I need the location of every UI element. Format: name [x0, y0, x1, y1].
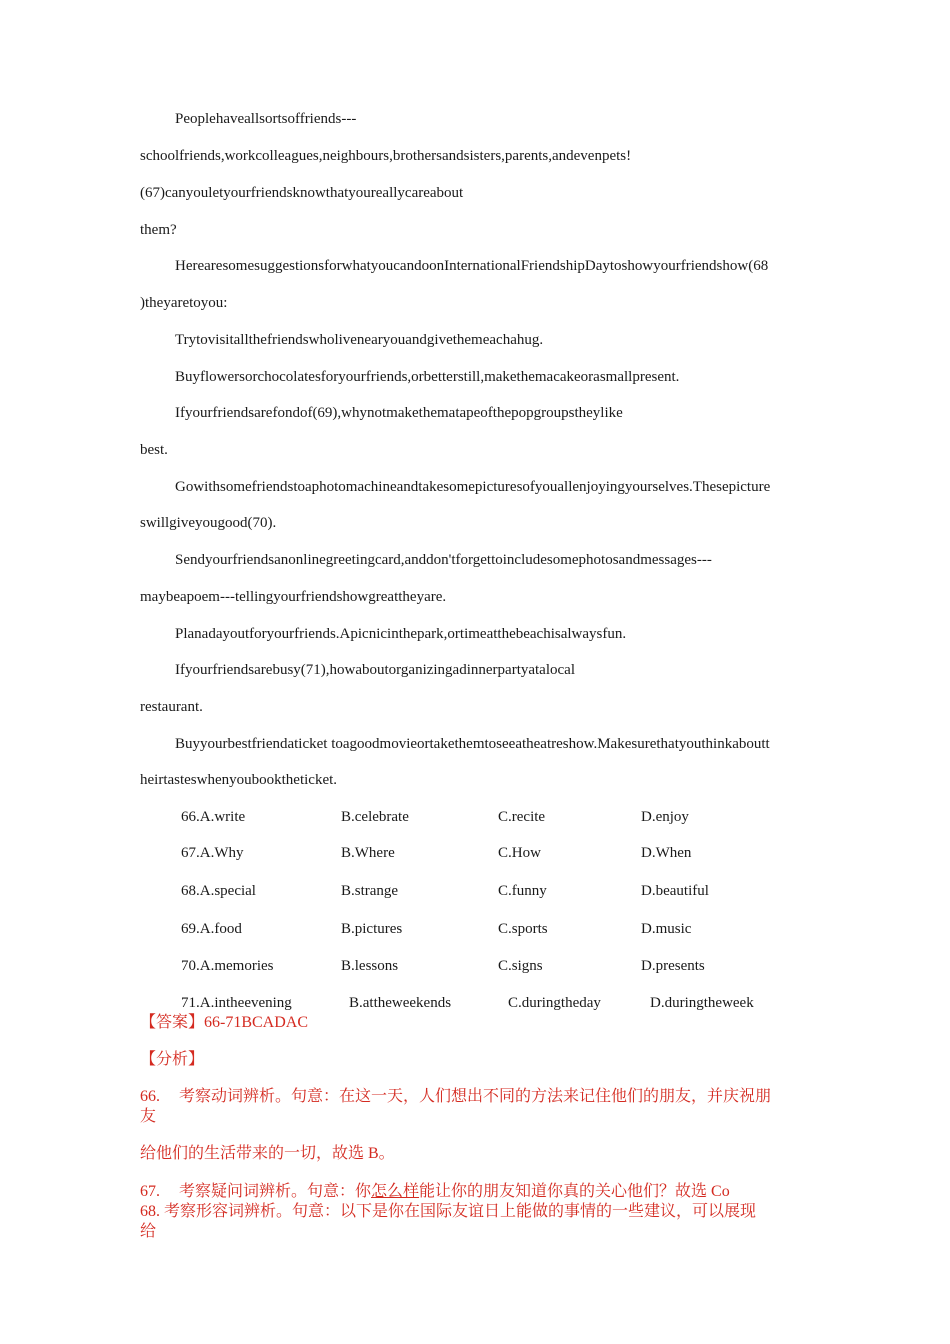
passage-line: best. — [140, 442, 168, 458]
option-a: 71.A.intheevening — [181, 995, 292, 1011]
q68-analysis-wrap: 给 — [140, 1223, 157, 1240]
answer-label: 【答案】66-71BCADAC — [140, 1014, 309, 1031]
passage-line: heirtasteswhenyoubooktheticket. — [140, 772, 338, 788]
passage-line: (67)canyouletyourfriendsknowthatyoureallycareabout — [140, 185, 464, 201]
option-a: 69.A.food — [181, 921, 242, 937]
passage-line: Gowithsomefriendstoaphotomachineandtakesomepicturesofyouallenjoyingyourselves.Thesepicture — [175, 479, 771, 495]
option-b: B.strange — [341, 883, 399, 899]
option-d: D.beautiful — [641, 883, 709, 899]
passage-line: )theyaretoyou: — [140, 295, 228, 311]
option-c: C.funny — [498, 883, 547, 899]
option-b: B.pictures — [341, 921, 403, 937]
option-d: D.duringtheweek — [650, 995, 754, 1011]
passage-line: Buyyourbestfriendaticket toagoodmovieortakethemtoseeatheatreshow.Makesurethatyouthinkaboutt — [175, 736, 770, 752]
q67-analysis-pre: 考察疑问词辨析。句意：你 — [179, 1183, 372, 1200]
passage-line: Ifyourfriendsarebusy(71),howaboutorganizingadinnerpartyatalocal — [175, 662, 575, 678]
passage-line: Ifyourfriendsarefondof(69),whynotmakethematapeofthepopgroupstheylike — [175, 405, 623, 421]
q68-analysis: 68. 考察形容词辨析。句意：以下是你在国际友谊日上能做的事情的一些建议，可以展现 — [140, 1203, 757, 1220]
option-c: C.sports — [498, 921, 548, 937]
passage-line: schoolfriends,workcolleagues,neighbours,brothersandsisters,parents,andevenpets! — [140, 148, 632, 164]
option-d: D.music — [641, 921, 692, 937]
option-c: C.recite — [498, 809, 546, 825]
passage-line: Trytovisitallthefriendswholivenearyouandgivethemeachahug. — [175, 332, 544, 348]
passage-line: Peoplehaveallsortsoffriends--- — [175, 111, 357, 127]
option-a: 68.A.special — [181, 883, 256, 899]
q66-analysis-wrap: 友 — [140, 1108, 157, 1125]
passage-line: Sendyourfriendsanonlinegreetingcard,anddon'tforgettoincludesomephotosandmessages--- — [175, 552, 712, 568]
passage-line: maybeapoem---tellingyourfriendshowgreattheyare. — [140, 589, 447, 605]
option-c: C.duringtheday — [508, 995, 601, 1011]
passage-line: them? — [140, 222, 177, 238]
option-d: D.presents — [641, 958, 705, 974]
passage-line: HerearesomesuggestionsforwhatyoucandoonInternationalFriendshipDaytoshowyourfriendshow(68 — [175, 258, 769, 274]
passage-line: Planadayoutforyourfriends.Apicnicinthepark,ortimeatthebeachisalwaysfun. — [175, 626, 627, 642]
q67-number: 67. — [140, 1183, 160, 1200]
passage-line: restaurant. — [140, 699, 203, 715]
option-b: B.celebrate — [341, 809, 409, 825]
option-b: B.Where — [341, 845, 395, 861]
q66-number: 66. — [140, 1088, 160, 1105]
q66-analysis: 考察动词辨析。句意：在这一天，人们想出不同的方法来记住他们的朋友，并庆祝朋 — [179, 1088, 772, 1105]
option-d: D.enjoy — [641, 809, 689, 825]
option-b: B.lessons — [341, 958, 399, 974]
q66-analysis-cont: 给他们的生活带来的一切，故选 B。 — [140, 1145, 395, 1162]
option-a: 70.A.memories — [181, 958, 274, 974]
analysis-label: 【分析】 — [140, 1051, 205, 1068]
passage-line: swillgiveyougood(70). — [140, 515, 277, 531]
passage-line: Buyflowersorchocolatesforyourfriends,orbetterstill,makethemacakeorasmallpresent. — [175, 369, 680, 385]
option-b: B.attheweekends — [349, 995, 452, 1011]
q67-analysis-post: 能让你的朋友知道你真的关心他们？故选 Co — [419, 1183, 730, 1200]
q67-analysis-underlined: 怎么样 — [371, 1183, 420, 1200]
option-c: C.signs — [498, 958, 543, 974]
option-d: D.When — [641, 845, 692, 861]
q67-analysis — [179, 1183, 730, 1201]
option-a: 67.A.Why — [181, 845, 244, 861]
option-c: C.How — [498, 845, 541, 861]
option-a: 66.A.write — [181, 809, 246, 825]
